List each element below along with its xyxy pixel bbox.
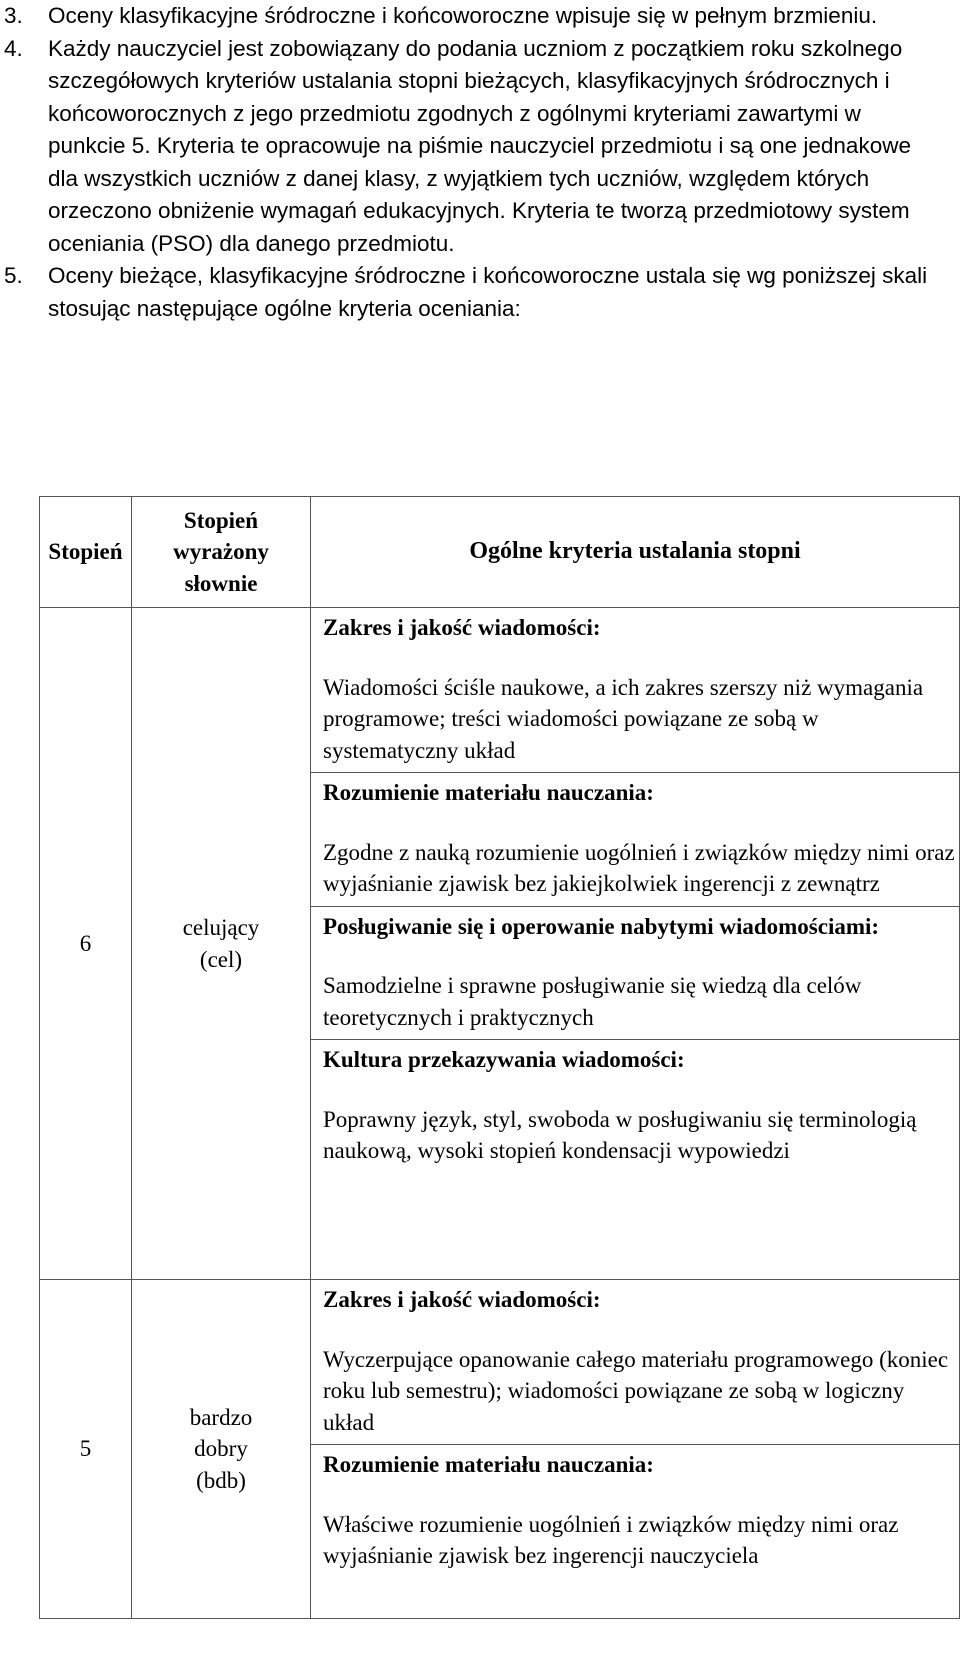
criteria-block <box>311 608 959 773</box>
list-item <box>0 0 930 33</box>
criteria-text: Wiadomości ściśle naukowe, a ich zakres szerszy niż wymagania programowe; treści wiadomości powiązane ze sobą w systematyczny układ <box>323 674 924 763</box>
table-row <box>40 608 960 1280</box>
grade-word-line: bardzo <box>189 1404 253 1430</box>
table-row <box>40 1280 960 1619</box>
header-grade-word-line: Stopień <box>183 507 259 533</box>
table-header-row <box>40 497 960 608</box>
grading-criteria-table <box>39 496 960 1619</box>
criteria-heading: Rozumienie materiału nauczania: <box>323 1452 654 1477</box>
grade-word-line: celujący <box>182 915 260 940</box>
criteria-heading: Zakres i jakość wiadomości: <box>323 615 601 640</box>
grade-word-line: (bdb) <box>196 1467 246 1493</box>
grade-number: 5 <box>40 1280 132 1619</box>
criteria-cell <box>311 1280 960 1619</box>
list-item-number: 3. <box>4 3 23 28</box>
criteria-heading: Kultura przekazywania wiadomości: <box>323 1047 685 1072</box>
criteria-block <box>311 907 959 1041</box>
criteria-text: Poprawny język, styl, swoboda w posługiwaniu się terminologią naukową, wysoki stopień kondensacji wypowiedzi <box>323 1106 917 1163</box>
criteria-block <box>311 1280 959 1445</box>
criteria-text: Właściwe rozumienie uogólnień i związków między nimi oraz wyjaśnianie zjawisk bez ingerencji nauczyciela <box>323 1511 899 1568</box>
criteria-text: Zgodne z nauką rozumienie uogólnień i związków między nimi oraz wyjaśnianie zjawisk bez jakiejkolwiek ingerencji z zewnątrz <box>323 839 955 896</box>
criteria-text: Samodzielne i sprawne posługiwanie się wiedzą dla celów teoretycznych i praktycznych <box>323 973 862 1030</box>
criteria-cell <box>311 608 960 1280</box>
list-item-text: Oceny bieżące, klasyfikacyjne śródroczne i końcoworoczne ustala się wg poniższej skali stosując następujące ogólne kryteria oceniania: <box>48 263 928 321</box>
header-grade-word-line: słownie <box>184 570 258 596</box>
criteria-heading: Posługiwanie się i operowanie nabytymi wiadomościami: <box>323 913 880 939</box>
grade-word <box>132 608 311 1280</box>
grade-word-line: (cel) <box>199 946 243 972</box>
header-grade-word <box>132 497 311 608</box>
criteria-block <box>311 1040 959 1173</box>
list-item-number: 5. <box>4 263 23 288</box>
criteria-heading: Rozumienie materiału nauczania: <box>323 780 654 805</box>
list-item-text: Oceny klasyfikacyjne śródroczne i końcoworoczne wpisuje się w pełnym brzmieniu. <box>48 3 878 28</box>
list-item <box>0 33 930 261</box>
list-item-text: Każdy nauczyciel jest zobowiązany do podania uczniom z początkiem roku szkolnego szczegółowych kryteriów ustalania stopni bieżących, klasyfikacyjnych śródrocznych i końcoworocznych z jego przedmiotu zgodnych z ogólnymi kryteriami zawartymi w punkcie 5. Kryteria te opracowuje na piśmie nauczyciel przedmiotu i są one jednakowe dla wszystkich uczniów z danej klasy, z wyjątkiem tych uczniów, względem których orzeczono obniżenie wymagań edukacyjnych. Kryteria te tworzą przedmiotowy system oceniania (PSO) dla danego przedmiotu. <box>48 35 911 256</box>
criteria-text: Wyczerpujące opanowanie całego materiału programowego (koniec roku lub semestru); wiadomości powiązane ze sobą w logiczny układ <box>323 1346 949 1435</box>
grade-word <box>132 1280 311 1619</box>
criteria-block <box>311 1445 959 1578</box>
list-item-number: 4. <box>4 35 23 61</box>
intro-list <box>0 0 930 325</box>
criteria-block <box>311 773 959 907</box>
list-item <box>0 260 930 325</box>
grade-number: 6 <box>40 608 132 1280</box>
grade-word-line: dobry <box>194 1436 248 1462</box>
header-criteria: Ogólne kryteria ustalania stopni <box>311 497 960 608</box>
criteria-heading: Zakres i jakość wiadomości: <box>323 1287 601 1312</box>
header-grade: Stopień <box>40 497 132 608</box>
header-grade-word-line: wyrażony <box>173 539 269 565</box>
